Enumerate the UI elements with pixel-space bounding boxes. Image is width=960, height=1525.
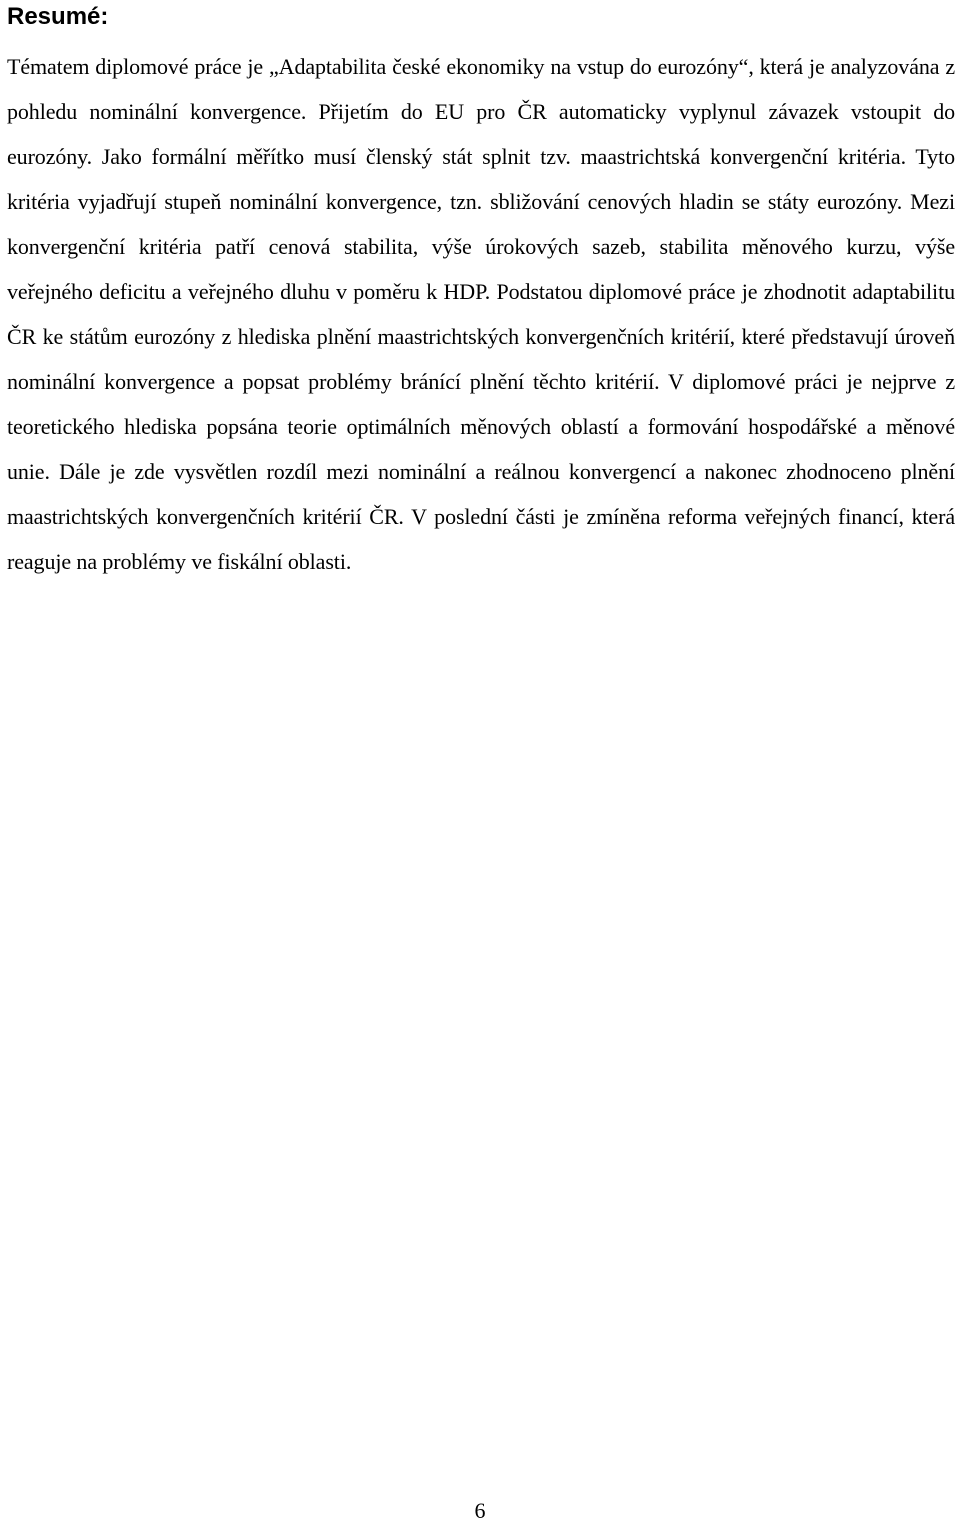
resume-paragraph: Tématem diplomové práce je „Adaptabilita české ekonomiky na vstup do eurozóny“, která je analyzována z pohledu nominální konvergence. Přijetím do EU pro ČR automaticky vyplynul závazek vstoupit do eurozóny. Jako formální měřítko musí členský stát splnit tzv. maastrichtská konvergenční kritéria. Tyto kritéria vyjadřují stupeň nominální konvergence, tzn. sbližování cenových hladin se státy eurozóny. Mezi konvergenční kritéria patří cenová stabilita, výše úrokových sazeb, stabilita měnového kurzu, výše veřejného deficitu a veřejného dluhu v poměru k HDP. Podstatou diplomové práce je zhodnotit adaptabilitu ČR ke státům eurozóny z hlediska plnění maastrichtských konvergenčních kritérií, které představují úroveň nominální konvergence a popsat problémy bránící plnění těchto kritérií. V diplomové práci je nejprve z teoretického hlediska popsána teorie optimálních měnových oblastí a formování hospodářské a měnové unie. Dále je zde vysvětlen rozdíl mezi nominální a reálnou konvergencí a nakonec zhodnoceno plnění maastrichtských konvergenčních kritérií ČR. V poslední části je zmíněna reforma veřejných financí, která reaguje na problémy ve fiskální oblasti.	[7, 54, 955, 574]
resume-heading: Resumé:	[7, 3, 109, 30]
page-number: 6	[474, 1498, 486, 1523]
